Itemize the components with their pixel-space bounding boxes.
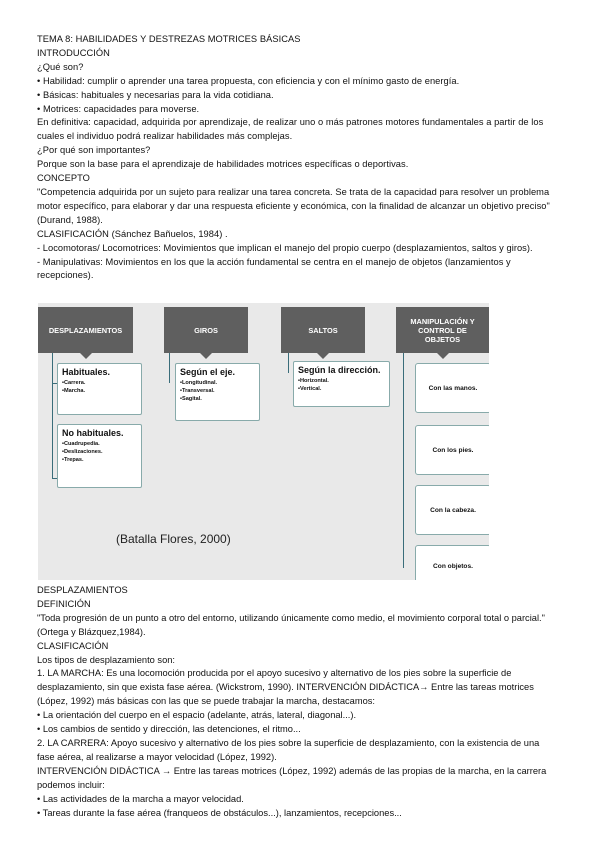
diagram-citation: (Batalla Flores, 2000) xyxy=(116,532,231,546)
connector-line xyxy=(403,353,404,568)
bullet-actividades: • Las actividades de la marcha a mayor velocidad. xyxy=(37,793,244,804)
header-giros: GIROS xyxy=(164,307,248,353)
list-item: •Transversal. xyxy=(180,388,215,395)
box-saltos xyxy=(293,361,390,407)
list-item: •Deslizaciones. xyxy=(62,449,103,456)
list-item: •Longitudinal. xyxy=(180,380,218,386)
connector-line xyxy=(52,353,53,478)
box-con-objetos: Con objetos. xyxy=(415,545,489,580)
box-giros xyxy=(175,363,260,421)
box-con-manos: Con las manos. xyxy=(415,363,489,413)
box-con-pies: Con los pies. xyxy=(415,425,489,475)
paragraph-carrera: 2. LA CARRERA: Apoyo sucesivo y alternativo de los pies sobre la superficie de desplazamiento, con la existencia de una fase aérea, al realizarse a mayor velocidad (López, 1992). xyxy=(37,737,540,762)
header-manipulacion: MANIPULACIÓN Y CONTROL DE OBJETOS xyxy=(396,307,489,353)
list-item: •Marcha. xyxy=(62,388,86,395)
bullet-basicas: • Básicas: habituales y necesarias para la vida cotidiana. xyxy=(37,89,274,100)
header-saltos: SALTOS xyxy=(281,307,365,353)
connector-line xyxy=(169,353,170,383)
doc-title: TEMA 8: HABILIDADES Y DESTREZAS MOTRICES BÁSICAS xyxy=(37,34,301,44)
bullet-cambios: • Los cambios de sentido y dirección, las detenciones, el ritmo... xyxy=(37,724,301,735)
heading-introduccion: INTRODUCCIÓN xyxy=(37,47,110,58)
list-item: •Trepas. xyxy=(62,457,84,464)
paragraph-definicion: "Toda progresión de un punto a otro del entorno, utilizando únicamente como medio, el movimiento corporal total o parcial." (Ortega y Blázquez,1984). xyxy=(37,612,545,637)
paragraph-definitiva: En definitiva: capacidad, adquirida por aprendizaje, de realizar uno o más patrones motores fundamentales a partir de los cuales el individuo podrá realizar habilidades más complejas. xyxy=(37,117,544,142)
bullet-orientacion: • La orientación del cuerpo en el espacio (adelante, atrás, lateral, diagonal...). xyxy=(37,710,357,721)
header-desplazamientos: DESPLAZAMIENTOS xyxy=(38,307,133,353)
heading-clasificacion-2: CLASIFICACIÓN xyxy=(37,640,109,651)
paragraph-marcha: 1. LA MARCHA: Es una locomoción producida por el apoyo sucesivo y alternativo de los pies sobre la superficie de desplazamiento, sin que exista fase aérea. (Wickstrom, 1990). INTERVENCIÓN DIDÁCTICA→ Entre las tareas motrices (López, 1992) más básicas con las que se puede trabajar la marcha, destacamos: xyxy=(37,668,534,707)
bullet-tareas: • Tareas durante la fase aérea (franqueos de obstáculos...), lanzamientos, recepciones... xyxy=(37,807,402,818)
heading-concepto: CONCEPTO xyxy=(37,173,90,184)
list-item: •Horizontal. xyxy=(298,378,329,384)
intro-tipos: Los tipos de desplazamiento son: xyxy=(37,654,175,665)
box-habituales xyxy=(57,363,142,415)
box-title: Según la dirección. xyxy=(298,365,381,375)
bullet-motrices: • Motrices: capacidades para moverse. xyxy=(37,103,200,114)
paragraph-intervencion: INTERVENCIÓN DIDÁCTICA → Entre las tareas motrices (López, 1992) además de las propias de la marcha, en la carrera podemos incluir: xyxy=(37,765,547,790)
list-item: •Cuadrupedia. xyxy=(62,441,100,447)
box-con-cabeza: Con la cabeza. xyxy=(415,485,489,535)
desplazamientos-section xyxy=(37,584,557,820)
heading-desplazamientos: DESPLAZAMIENTOS xyxy=(37,585,128,595)
question-importantes: ¿Por qué son importantes? xyxy=(37,145,151,156)
box-title: Habituales. xyxy=(62,367,111,377)
intro-section xyxy=(37,33,557,283)
connector-line xyxy=(288,353,289,373)
item-locomotoras: - Locomotoras/ Locomotrices: Movimientos que implican el manejo del propio cuerpo (desplazamientos, saltos y giros). xyxy=(37,242,533,253)
list-item: •Carrera. xyxy=(62,380,86,386)
bullet-habilidad: • Habilidad: cumplir o aprender una tarea propuesta, con eficiencia y con el mínimo gasto de energía. xyxy=(37,75,460,86)
heading-definicion: DEFINICIÓN xyxy=(37,598,91,609)
list-item: •Sagital. xyxy=(180,396,202,403)
heading-clasificacion: CLASIFICACIÓN (Sánchez Bañuelos, 1984) . xyxy=(37,228,228,239)
question-que-son: ¿Qué son? xyxy=(37,61,84,72)
paragraph-concepto: "Competencia adquirida por un sujeto para realizar una tarea concreta. Se trata de la capacidad para resolver un problema motor específico, para elaborar y dar una respuesta eficiente y económica, con la finalidad de alcanzar un objetivo preciso" (Durand, 1988). xyxy=(37,186,550,225)
list-item: •Vertical. xyxy=(298,386,322,393)
answer-importantes: Porque son la base para el aprendizaje de habilidades motrices específicas o deportivas. xyxy=(37,159,409,170)
box-title: Según el eje. xyxy=(180,367,236,377)
classification-diagram xyxy=(38,303,489,580)
box-no-habituales xyxy=(57,424,142,488)
item-manipulativas: - Manipulativas: Movimientos en los que la acción fundamental se centra en el manejo de objetos (lanzamientos y recepciones). xyxy=(37,256,511,281)
box-title: No habituales. xyxy=(62,428,124,438)
